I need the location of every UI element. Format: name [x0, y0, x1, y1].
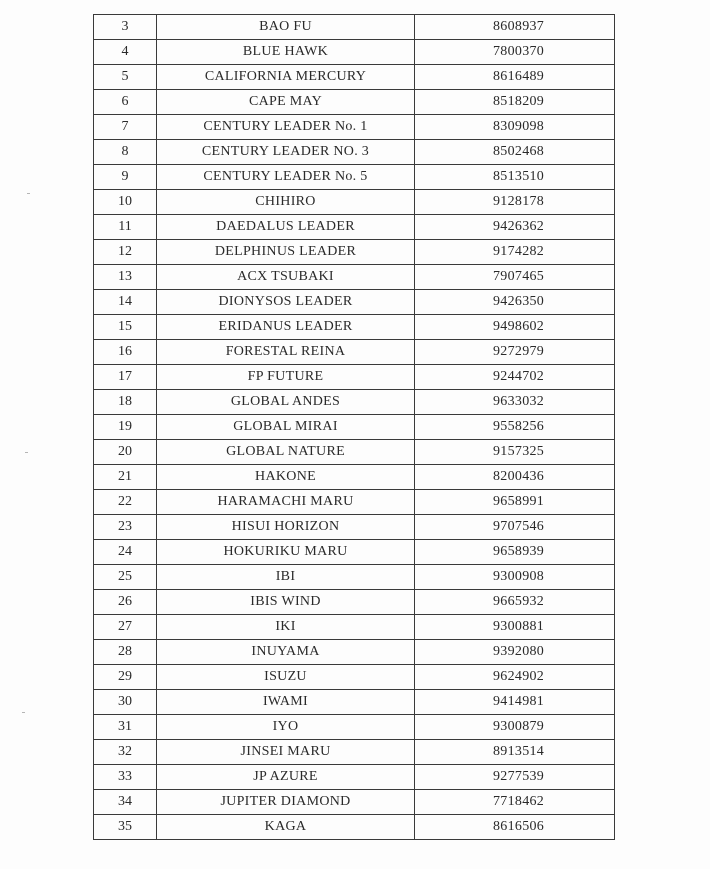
row-number-cell: 12 [94, 240, 157, 265]
table-row [94, 640, 615, 665]
table-row [94, 665, 615, 690]
table-row [94, 815, 615, 840]
vessel-name-cell: FP FUTURE [157, 365, 415, 390]
imo-number-cell: 9300881 [415, 615, 615, 640]
scan-speck [22, 712, 25, 713]
row-number-cell: 16 [94, 340, 157, 365]
table-row [94, 290, 615, 315]
vessel-name-cell: IWAMI [157, 690, 415, 715]
imo-number-cell: 8608937 [415, 15, 615, 40]
vessel-name-cell: ISUZU [157, 665, 415, 690]
row-number-cell: 10 [94, 190, 157, 215]
vessel-name-cell: ACX TSUBAKI [157, 265, 415, 290]
row-number-cell: 31 [94, 715, 157, 740]
vessel-name-cell: DIONYSOS LEADER [157, 290, 415, 315]
vessel-name-cell: HOKURIKU MARU [157, 540, 415, 565]
table-row [94, 765, 615, 790]
table-row [94, 590, 615, 615]
row-number-cell: 22 [94, 490, 157, 515]
table-row [94, 515, 615, 540]
vessel-name-cell: IBIS WIND [157, 590, 415, 615]
vessel-name-cell: GLOBAL ANDES [157, 390, 415, 415]
imo-number-cell: 8502468 [415, 140, 615, 165]
row-number-cell: 30 [94, 690, 157, 715]
vessel-name-cell: JINSEI MARU [157, 740, 415, 765]
row-number-cell: 26 [94, 590, 157, 615]
imo-number-cell: 9414981 [415, 690, 615, 715]
vessel-name-cell: CALIFORNIA MERCURY [157, 65, 415, 90]
vessel-name-cell: FORESTAL REINA [157, 340, 415, 365]
table-row [94, 390, 615, 415]
imo-number-cell: 9392080 [415, 640, 615, 665]
vessel-name-cell: BLUE HAWK [157, 40, 415, 65]
row-number-cell: 29 [94, 665, 157, 690]
table-row [94, 115, 615, 140]
vessel-name-cell: BAO FU [157, 15, 415, 40]
row-number-cell: 35 [94, 815, 157, 840]
table-row [94, 740, 615, 765]
table-row [94, 490, 615, 515]
table-row [94, 165, 615, 190]
table-row [94, 465, 615, 490]
imo-number-cell: 8518209 [415, 90, 615, 115]
row-number-cell: 25 [94, 565, 157, 590]
table-row [94, 690, 615, 715]
row-number-cell: 20 [94, 440, 157, 465]
imo-number-cell: 9426362 [415, 215, 615, 240]
imo-number-cell: 9244702 [415, 365, 615, 390]
scan-speck [25, 452, 28, 453]
row-number-cell: 11 [94, 215, 157, 240]
table-row [94, 540, 615, 565]
vessel-name-cell: GLOBAL MIRAI [157, 415, 415, 440]
vessel-name-cell: IBI [157, 565, 415, 590]
row-number-cell: 3 [94, 15, 157, 40]
table-row [94, 440, 615, 465]
imo-number-cell: 9174282 [415, 240, 615, 265]
row-number-cell: 8 [94, 140, 157, 165]
vessel-name-cell: HARAMACHI MARU [157, 490, 415, 515]
imo-number-cell: 9658939 [415, 540, 615, 565]
table-row [94, 315, 615, 340]
table-row [94, 265, 615, 290]
row-number-cell: 19 [94, 415, 157, 440]
imo-number-cell: 9633032 [415, 390, 615, 415]
vessel-name-cell: INUYAMA [157, 640, 415, 665]
table-row [94, 40, 615, 65]
row-number-cell: 21 [94, 465, 157, 490]
imo-number-cell: 9426350 [415, 290, 615, 315]
imo-number-cell: 9558256 [415, 415, 615, 440]
vessel-name-cell: GLOBAL NATURE [157, 440, 415, 465]
vessel-name-cell: JP AZURE [157, 765, 415, 790]
row-number-cell: 32 [94, 740, 157, 765]
imo-number-cell: 8309098 [415, 115, 615, 140]
imo-number-cell: 9658991 [415, 490, 615, 515]
vessel-name-cell: CENTURY LEADER No. 1 [157, 115, 415, 140]
scan-speck [27, 193, 30, 194]
imo-number-cell: 7718462 [415, 790, 615, 815]
table-row [94, 790, 615, 815]
vessel-table-body [94, 15, 615, 840]
imo-number-cell: 9157325 [415, 440, 615, 465]
table-row [94, 715, 615, 740]
imo-number-cell: 9498602 [415, 315, 615, 340]
table-row [94, 340, 615, 365]
imo-number-cell: 8616489 [415, 65, 615, 90]
table-row [94, 140, 615, 165]
row-number-cell: 17 [94, 365, 157, 390]
row-number-cell: 5 [94, 65, 157, 90]
vessel-name-cell: ERIDANUS LEADER [157, 315, 415, 340]
vessel-name-cell: DELPHINUS LEADER [157, 240, 415, 265]
row-number-cell: 15 [94, 315, 157, 340]
vessel-name-cell: CENTURY LEADER NO. 3 [157, 140, 415, 165]
vessel-table [93, 14, 615, 840]
table-row [94, 215, 615, 240]
row-number-cell: 23 [94, 515, 157, 540]
vessel-name-cell: IYO [157, 715, 415, 740]
imo-number-cell: 9272979 [415, 340, 615, 365]
imo-number-cell: 9300879 [415, 715, 615, 740]
imo-number-cell: 8913514 [415, 740, 615, 765]
row-number-cell: 7 [94, 115, 157, 140]
imo-number-cell: 9624902 [415, 665, 615, 690]
table-row [94, 415, 615, 440]
row-number-cell: 9 [94, 165, 157, 190]
imo-number-cell: 9128178 [415, 190, 615, 215]
table-row [94, 365, 615, 390]
vessel-name-cell: DAEDALUS LEADER [157, 215, 415, 240]
imo-number-cell: 7800370 [415, 40, 615, 65]
imo-number-cell: 8616506 [415, 815, 615, 840]
vessel-name-cell: CAPE MAY [157, 90, 415, 115]
row-number-cell: 27 [94, 615, 157, 640]
row-number-cell: 13 [94, 265, 157, 290]
table-row [94, 190, 615, 215]
table-row [94, 65, 615, 90]
row-number-cell: 34 [94, 790, 157, 815]
row-number-cell: 24 [94, 540, 157, 565]
vessel-name-cell: CHIHIRO [157, 190, 415, 215]
imo-number-cell: 9277539 [415, 765, 615, 790]
table-row [94, 90, 615, 115]
imo-number-cell: 9707546 [415, 515, 615, 540]
table-row [94, 615, 615, 640]
imo-number-cell: 7907465 [415, 265, 615, 290]
row-number-cell: 14 [94, 290, 157, 315]
vessel-name-cell: JUPITER DIAMOND [157, 790, 415, 815]
vessel-name-cell: CENTURY LEADER No. 5 [157, 165, 415, 190]
table-row [94, 240, 615, 265]
table-row [94, 565, 615, 590]
vessel-name-cell: HISUI HORIZON [157, 515, 415, 540]
row-number-cell: 18 [94, 390, 157, 415]
imo-number-cell: 9665932 [415, 590, 615, 615]
row-number-cell: 33 [94, 765, 157, 790]
row-number-cell: 4 [94, 40, 157, 65]
vessel-name-cell: KAGA [157, 815, 415, 840]
imo-number-cell: 9300908 [415, 565, 615, 590]
vessel-name-cell: IKI [157, 615, 415, 640]
row-number-cell: 28 [94, 640, 157, 665]
imo-number-cell: 8200436 [415, 465, 615, 490]
table-row [94, 15, 615, 40]
imo-number-cell: 8513510 [415, 165, 615, 190]
vessel-name-cell: HAKONE [157, 465, 415, 490]
row-number-cell: 6 [94, 90, 157, 115]
